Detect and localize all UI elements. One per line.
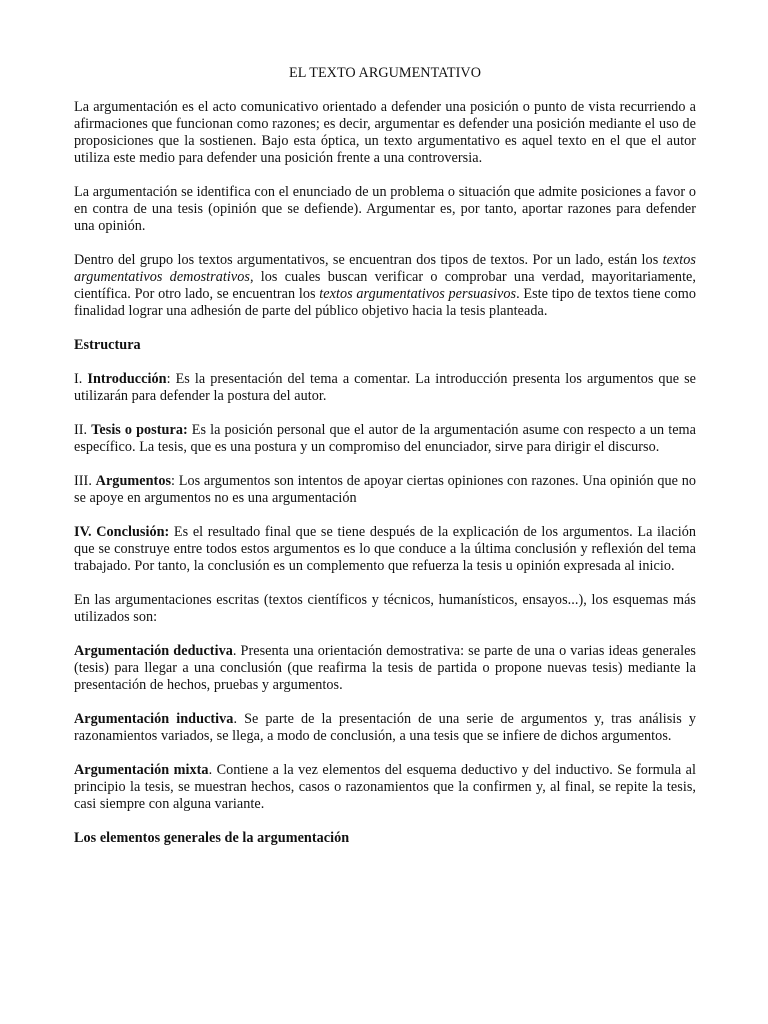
paragraph-types-italic-2: textos argumentativos persuasivos bbox=[319, 286, 517, 302]
structure-item-text: Es la posición personal que el autor de la argumentación asume con respecto a un tema específico. La tesis, que es una postura y un compromiso del enunciador, sirve para dirigir el discurso. bbox=[74, 422, 696, 455]
scheme-deductiva bbox=[74, 643, 696, 694]
scheme-inductiva bbox=[74, 711, 696, 745]
paragraph-definition: La argumentación es el acto comunicativo orientado a defender una posición o punto de vista recurriendo a afirmaciones que funcionan como razones; es decir, argumentar es defender una posición mediante el uso de proposiciones que la sostienen. Bajo esta óptica, un texto argumentativo es aquel texto en el que el autor utiliza este medio para defender una posición frente a una controversia. bbox=[74, 99, 696, 166]
section-heading-estructura: Estructura bbox=[74, 337, 141, 353]
structure-item-text: : Los argumentos son intentos de apoyar ciertas opiniones con razones. Una opinión que no se apoye en argumentos no es una argumentación bbox=[74, 473, 696, 506]
structure-item-conclusion bbox=[74, 524, 696, 575]
structure-item-tesis bbox=[74, 422, 696, 456]
paragraph-identification: La argumentación se identifica con el enunciado de un problema o situación que admite posiciones a favor o en contra de una tesis (opinión que se defiende). Argumentar es, por tanto, aportar razones para defender una opinión. bbox=[74, 184, 696, 234]
structure-item-argumentos bbox=[74, 473, 696, 507]
paragraph-types-text-3: . Este tipo de textos tiene como finalidad lograr una adhesión de parte del público objetivo hacia la tesis planteada. bbox=[74, 286, 697, 319]
structure-item-term: IV. Conclusión: bbox=[74, 524, 170, 540]
structure-item-term: Argumentos bbox=[95, 473, 172, 489]
document-title: EL TEXTO ARGUMENTATIVO bbox=[288, 65, 481, 81]
structure-item-introduccion bbox=[74, 371, 696, 405]
paragraph-esquemas: En las argumentaciones escritas (textos científicos y técnicos, humanísticos, ensayos...), los esquemas más utilizados son: bbox=[74, 592, 696, 625]
structure-item-term: Introducción bbox=[87, 371, 167, 387]
scheme-text: . Se parte de la presentación de una serie de argumentos y, tras análisis y razonamientos variados, se llega, a modo de conclusión, a una tesis que se infiere de dichos argumentos. bbox=[74, 711, 696, 744]
structure-item-text: : Es la presentación del tema a comentar. La introducción presenta los argumentos que se utilizarán para defender la postura del autor. bbox=[74, 371, 697, 404]
paragraph-types-italic-1: textos argumentativos demostrativos bbox=[74, 252, 696, 285]
scheme-term: Argumentación inductiva bbox=[74, 711, 234, 727]
structure-item-text: Es el resultado final que se tiene después de la explicación de los argumentos. La ilación que se construye entre todos estos argumentos es lo que conduce a la última conclusión y reflexión del tema trabajado. Por tanto, la conclusión es un complemento que refuerza la tesis u opinión expresada al inicio. bbox=[74, 524, 696, 574]
paragraph-types-text-2: , los cuales buscan verificar o comprobar una verdad, mayoritariamente, científica. Por otro lado, se encuentran los bbox=[74, 269, 697, 302]
scheme-text: . Presenta una orientación demostrativa: se parte de una o varias ideas generales (tesis) para llegar a una conclusión (que reafirma la tesis de partida o propone nuevas tesis) mediante la presentación de hechos, pruebas y argumentos. bbox=[74, 643, 697, 693]
document-page bbox=[74, 65, 696, 864]
scheme-term: Argumentación deductiva bbox=[74, 643, 233, 659]
section-heading-elementos: Los elementos generales de la argumentación bbox=[74, 830, 350, 846]
structure-item-prefix: I. bbox=[74, 371, 88, 387]
paragraph-types-text-1: Dentro del grupo los textos argumentativos, se encuentran dos tipos de textos. Por un lado, están los bbox=[74, 252, 663, 268]
scheme-text: . Contiene a la vez elementos del esquema deductivo y del inductivo. Se formula al principio la tesis, se muestran hechos, casos o razonamientos que la confirmen y, al final, se repite la tesis, casi siempre con alguna variante. bbox=[74, 762, 696, 812]
structure-item-prefix: III. bbox=[74, 473, 96, 489]
paragraph-types bbox=[74, 252, 696, 320]
structure-item-term: Tesis o postura: bbox=[91, 422, 188, 438]
scheme-term: Argumentación mixta bbox=[74, 762, 209, 778]
scheme-mixta bbox=[74, 762, 696, 813]
structure-item-prefix: II. bbox=[74, 422, 92, 438]
